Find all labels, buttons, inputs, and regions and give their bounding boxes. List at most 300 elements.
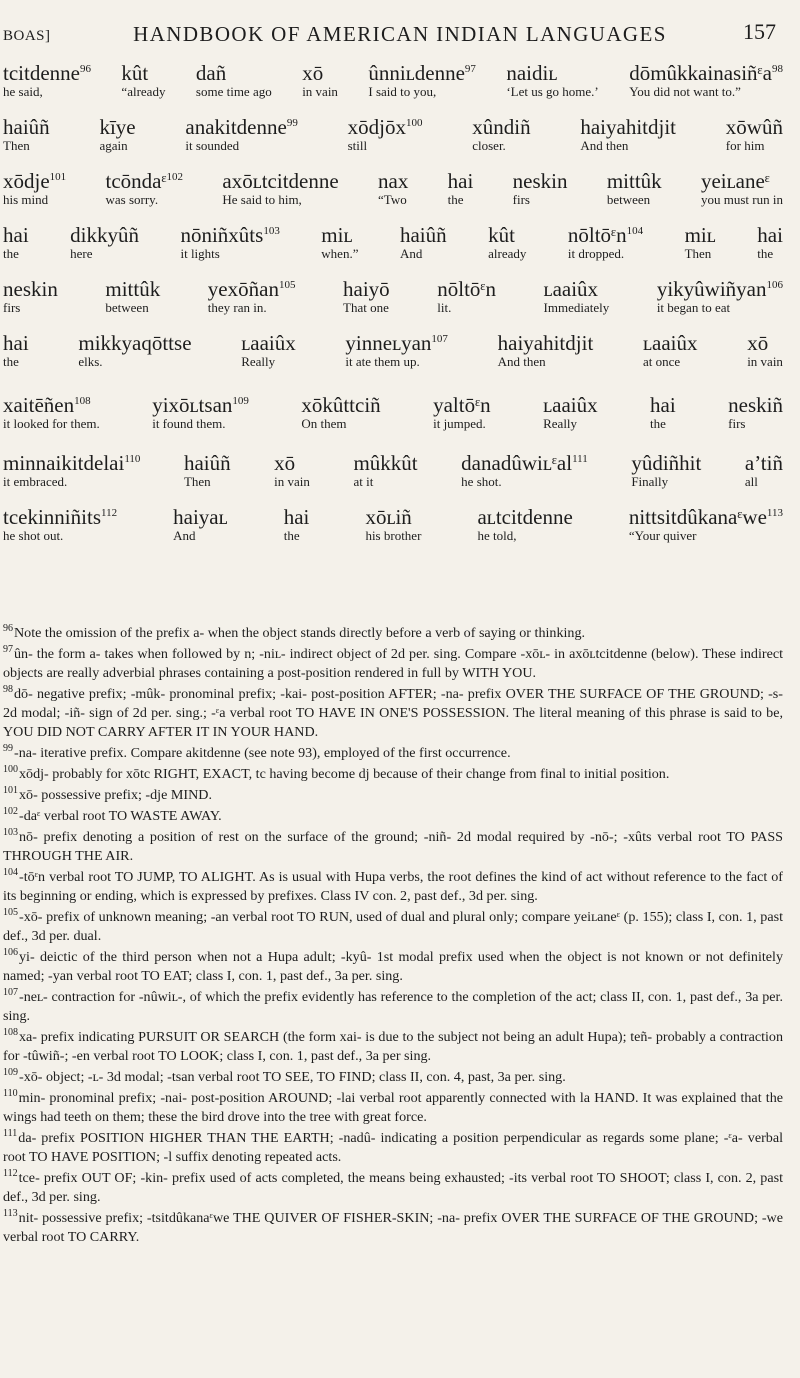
gloss-word: [433, 394, 491, 431]
footnote: [3, 645, 783, 683]
note-ref: 113: [766, 507, 783, 519]
native-form: [345, 332, 448, 354]
running-head: [0, 14, 800, 54]
native-form: [222, 170, 338, 192]
native-word: xōʟiñ: [365, 505, 412, 529]
footnote-text: nit- possessive prefix; -tsitdûkanaᵋwe THE QUIVER OF FISHER-SKIN; -na- prefix OVER THE SURFACE OF THE GROUND; -we verbal root TO CARRY.: [3, 1210, 783, 1245]
native-form: [348, 116, 423, 138]
footnote-text: Note the omission of the prefix a- when the object stands directly before a verb of saying or thinking.: [14, 625, 586, 641]
english-gloss: On them: [301, 416, 347, 431]
footnote-text: yi- deictic of the third person when not a Hupa adult; -kyû- 1st modal prefix used when the object is not known or not definitely named; -yan verbal root TO EAT; class I, con. 1, past def., 3a per. sing.: [3, 949, 783, 984]
native-word: yaltōᵋn: [433, 393, 491, 417]
english-gloss: He said to him,: [222, 192, 302, 207]
native-word: dōmûkkainasiñᵋa: [629, 61, 772, 85]
footnote: [3, 1089, 783, 1127]
native-form: [105, 170, 183, 192]
gloss-word: [685, 224, 716, 261]
footnote-number: 106: [3, 947, 18, 959]
gloss-word: [3, 506, 117, 543]
gloss-word: [105, 278, 160, 315]
footnote-text: da- prefix POSITION HIGHER THAN THE EARTH; -nadû- indicating a position perpendicular as regards some plane; -ᵋa- verbal root TO HAVE POSITION; -l suffix denoting repeated acts.: [3, 1130, 783, 1165]
gloss-word: [726, 116, 783, 153]
footnote-number: 109: [3, 1067, 18, 1079]
english-gloss: “already: [121, 84, 166, 99]
native-word: yûdiñhit: [631, 451, 702, 475]
english-gloss: Then: [684, 246, 712, 261]
footnote: [3, 1209, 783, 1247]
native-form: [747, 332, 768, 354]
gloss-word: [302, 62, 338, 99]
english-gloss: closer.: [472, 138, 506, 153]
footnote: [3, 624, 783, 643]
english-gloss: for him: [725, 138, 765, 153]
english-gloss: at once: [642, 354, 681, 369]
footnote-number: 103: [3, 827, 18, 839]
native-word: yexōñan: [207, 277, 279, 301]
native-word: dikkyûñ: [70, 223, 139, 247]
native-word: ʟaaiûx: [543, 393, 598, 417]
footnote: [3, 868, 783, 906]
gloss-line: [3, 506, 783, 560]
gloss-word: [184, 452, 231, 489]
english-gloss: That one: [343, 300, 389, 315]
english-gloss: between: [606, 192, 651, 207]
footnote-number: 110: [3, 1088, 18, 1100]
native-word: nōltōᵋn: [437, 277, 496, 301]
footnote: [3, 908, 783, 946]
native-word: kīye: [99, 115, 136, 139]
english-gloss: And: [173, 528, 196, 543]
note-ref: 107: [431, 333, 448, 345]
footnote-text: xōdj- probably for xōtc RIGHT, EXACT, tc having become dj because of their change from final to initial position.: [19, 766, 670, 782]
native-form: [568, 224, 643, 246]
native-word: mûkkût: [353, 451, 418, 475]
footnote-text: ûn- the form a- takes when followed by n; -niʟ- indirect object of 2d per. sing. Compare -xōʟ- in axōʟtcitdenne (below). These indirect objects are really adverbial phrases containing a post-position rendered in full by WITH YOU.: [3, 646, 783, 681]
native-word: haiûñ: [183, 451, 231, 475]
native-form: [3, 506, 117, 528]
english-gloss: it dropped.: [567, 246, 625, 261]
footnote-number: 101: [3, 785, 18, 797]
native-form: [3, 224, 29, 246]
native-form: [321, 224, 352, 246]
footnote-number: 104: [3, 867, 18, 879]
native-word: neskiñ: [728, 393, 783, 417]
native-word: miʟ: [321, 223, 353, 247]
page-number: 157: [743, 19, 776, 44]
native-word: yinneʟyan: [345, 331, 432, 355]
gloss-word: [544, 278, 610, 315]
native-form: [301, 394, 380, 416]
gloss-word: [629, 62, 783, 99]
native-form: [3, 62, 91, 84]
gloss-line: [3, 116, 783, 170]
english-gloss: it jumped.: [433, 416, 486, 431]
note-ref: 105: [278, 279, 296, 291]
native-form: [498, 332, 594, 354]
english-gloss: the: [283, 528, 300, 543]
note-ref: 101: [49, 171, 67, 183]
english-gloss: it embraced.: [3, 474, 68, 489]
gloss-word: [657, 278, 783, 315]
gloss-word: [353, 452, 417, 489]
english-gloss: it looked for them.: [3, 416, 100, 431]
native-word: miʟ: [684, 223, 716, 247]
native-form: [506, 62, 557, 84]
english-gloss: it found them.: [152, 416, 226, 431]
native-word: nittsitdûkanaᵋwe: [628, 505, 767, 529]
gloss-word: [321, 224, 358, 261]
footnote-number: 97: [3, 644, 13, 656]
native-form: [437, 278, 496, 300]
native-form: [274, 452, 295, 474]
english-gloss: Then: [3, 138, 30, 153]
gloss-line: [3, 452, 783, 506]
native-word: yixōʟtsan: [152, 393, 233, 417]
native-word: mittûk: [606, 169, 662, 193]
gloss-word: [3, 224, 29, 261]
native-form: [3, 332, 29, 354]
native-form: [284, 506, 310, 528]
english-gloss: Finally: [631, 474, 669, 489]
footnote-number: 105: [3, 907, 18, 919]
footnote-text: -daᵋ verbal root TO WASTE AWAY.: [19, 808, 222, 824]
footnote: [3, 1068, 783, 1087]
native-word: mittûk: [105, 277, 161, 301]
english-gloss: he told,: [477, 528, 517, 543]
english-gloss: You did not want to.”: [629, 84, 741, 99]
gloss-word: [222, 170, 338, 207]
gloss-line: [3, 332, 783, 394]
native-word: minnaikitdelai: [3, 451, 125, 475]
gloss-word: [650, 394, 676, 431]
footnote: [3, 1169, 783, 1207]
gloss-word: [728, 394, 783, 431]
english-gloss: “Two: [378, 192, 407, 207]
native-word: neskin: [3, 277, 58, 301]
gloss-word: [643, 332, 698, 369]
native-form: [173, 506, 228, 528]
gloss-word: [3, 62, 91, 99]
footnote-number: 100: [3, 764, 18, 776]
native-form: [185, 116, 297, 138]
native-word: yikyûwiñyan: [656, 277, 767, 301]
native-word: nax: [378, 169, 409, 193]
native-form: [78, 332, 191, 354]
native-word: ûnniʟdenne: [368, 61, 465, 85]
note-ref: 96: [79, 63, 91, 75]
native-word: yeiʟaneᵋ: [700, 169, 770, 193]
native-word: xōdjōx: [347, 115, 406, 139]
english-gloss: “Your quiver: [628, 528, 697, 543]
footnotes: [3, 624, 783, 1249]
gloss-word: [152, 394, 249, 431]
footnote-text: xa- prefix indicating PURSUIT OR SEARCH (the form xai- is due to the subject not being an adult Hupa); teñ- probably a contraction for -tûwiñ-; -en verbal root TO LOOK; class I, con. 1, past def., 3a per sing.: [3, 1029, 783, 1064]
native-word: xō: [274, 451, 296, 475]
native-word: aʟtcitdenne: [477, 505, 573, 529]
native-word: xō: [747, 331, 769, 355]
native-form: [757, 224, 783, 246]
gloss-word: [365, 506, 421, 543]
footnote: [3, 744, 783, 763]
gloss-word: [3, 394, 100, 431]
gloss-word: [543, 394, 598, 431]
gloss-word: [208, 278, 296, 315]
footnote-text: -neʟ- contraction for -nûwiʟ-, of which the prefix evidently has reference to the completion of the act; class II, con. 1, past def., 3a per. sing.: [3, 989, 783, 1024]
footnote: [3, 828, 783, 866]
english-gloss: And then: [497, 354, 546, 369]
native-word: xō: [302, 61, 324, 85]
native-form: [99, 116, 135, 138]
english-gloss: I said to you,: [368, 84, 437, 99]
native-word: hai: [3, 223, 29, 247]
native-word: haiyaʟ: [173, 505, 228, 529]
footnote: [3, 1028, 783, 1066]
gloss-word: [568, 224, 643, 261]
native-word: haiyahitdjit: [580, 115, 677, 139]
footnote-number: 99: [3, 743, 13, 755]
gloss-word: [284, 506, 310, 543]
english-gloss: it lights: [180, 246, 220, 261]
native-word: haiyahitdjit: [497, 331, 594, 355]
native-form: [184, 452, 231, 474]
note-ref: 103: [263, 225, 280, 237]
native-word: hai: [447, 169, 474, 193]
english-gloss: And: [399, 246, 423, 261]
english-gloss: when.”: [321, 246, 359, 261]
english-gloss: in vain: [302, 84, 338, 99]
english-gloss: his brother: [365, 528, 422, 543]
gloss-word: [274, 452, 310, 489]
footnote: [3, 685, 783, 742]
native-word: haiyō: [343, 277, 390, 301]
note-ref: 104: [626, 225, 644, 237]
gloss-word: [3, 332, 29, 369]
native-word: tcitdenne: [3, 61, 80, 85]
native-form: [3, 452, 140, 474]
native-form: [241, 332, 296, 354]
native-form: [3, 116, 50, 138]
english-gloss: he said,: [3, 84, 43, 99]
gloss-line: [3, 278, 783, 332]
native-word: naidiʟ: [506, 61, 558, 85]
english-gloss: in vain: [274, 474, 310, 489]
native-word: xōkûttciñ: [301, 393, 381, 417]
english-gloss: at it: [353, 474, 374, 489]
footnote-number: 98: [3, 684, 13, 696]
native-form: [629, 62, 783, 84]
native-form: [472, 116, 530, 138]
english-gloss: lit.: [437, 300, 452, 315]
gloss-word: [513, 170, 568, 207]
gloss-word: [196, 62, 272, 99]
gloss-word: [3, 170, 66, 207]
gloss-word: [580, 116, 676, 153]
english-gloss: it began to eat: [656, 300, 731, 315]
native-form: [513, 170, 568, 192]
gloss-word: [345, 332, 448, 369]
note-ref: 108: [74, 395, 91, 407]
english-gloss: Really: [543, 416, 578, 431]
english-gloss: they ran in.: [207, 300, 267, 315]
native-form: [629, 506, 783, 528]
note-ref: 97: [464, 63, 476, 75]
native-form: [302, 62, 323, 84]
native-form: [353, 452, 417, 474]
native-word: kût: [488, 223, 515, 247]
footnote-number: 113: [3, 1208, 18, 1220]
interlinear-text: [3, 62, 783, 560]
english-gloss: in vain: [747, 354, 783, 369]
english-gloss: already: [488, 246, 527, 261]
gloss-word: [498, 332, 594, 369]
gloss-word: [99, 116, 135, 153]
native-form: [461, 452, 588, 474]
native-word: ʟaaiûx: [543, 277, 599, 301]
gloss-line: [3, 224, 783, 278]
native-form: [643, 332, 698, 354]
footnote-text: min- pronominal prefix; -nai- post-position AROUND; -lai verbal root apparently connected with la HAND. It was explained that the wings had teeth on them; these the bird drove into the tree with great force.: [3, 1090, 783, 1125]
english-gloss: And then: [580, 138, 629, 153]
native-form: [343, 278, 390, 300]
gloss-word: [301, 394, 380, 431]
gloss-word: [343, 278, 390, 315]
gloss-word: [745, 452, 783, 489]
footnote-number: 112: [3, 1168, 18, 1180]
native-word: xaitēñen: [3, 393, 75, 417]
gloss-word: [241, 332, 296, 369]
footnote: [3, 1129, 783, 1167]
english-gloss: still: [347, 138, 368, 153]
native-form: [543, 394, 598, 416]
native-form: [180, 224, 279, 246]
gloss-word: [437, 278, 496, 315]
native-form: [631, 452, 701, 474]
footnote: [3, 948, 783, 986]
gloss-word: [400, 224, 447, 261]
english-gloss: between: [105, 300, 149, 315]
native-form: [196, 62, 226, 84]
english-gloss: it sounded: [185, 138, 240, 153]
footnote-text: -xō- object; -ʟ- 3d modal; -tsan verbal root TO SEE, TO FIND; class II, con. 4, past, 3a per. sing.: [19, 1069, 566, 1085]
gloss-word: [121, 62, 165, 99]
gloss-word: [3, 278, 58, 315]
native-word: tcōndaᵋ: [105, 169, 167, 193]
english-gloss: you must run in: [700, 192, 783, 207]
english-gloss: the: [447, 192, 464, 207]
native-form: [726, 116, 783, 138]
native-word: dañ: [195, 61, 227, 85]
native-form: [105, 278, 160, 300]
native-word: hai: [3, 331, 29, 355]
native-word: ʟaaiûx: [642, 331, 698, 355]
gloss-word: [180, 224, 279, 261]
gloss-word: [629, 506, 783, 543]
note-ref: 111: [572, 453, 588, 465]
native-form: [544, 278, 599, 300]
gloss-line: [3, 394, 783, 452]
gloss-word: [105, 170, 183, 207]
gloss-word: [607, 170, 662, 207]
footnote-text: -xō- prefix of unknown meaning; -an verbal root TO RUN, used of dual and plural only; compare yeiʟaneᵋ (p. 155); class I, con. 1, past def., 3d per. dual.: [3, 909, 783, 944]
native-word: mikkyaqōttse: [78, 331, 192, 355]
note-ref: 110: [124, 453, 141, 465]
native-form: [657, 278, 783, 300]
footnote-number: 96: [3, 623, 13, 635]
gloss-word: [185, 116, 297, 153]
english-gloss: all: [744, 474, 758, 489]
note-ref: 106: [766, 279, 783, 291]
gloss-word: [701, 170, 783, 207]
footnote: [3, 786, 783, 805]
gloss-word: [378, 170, 408, 207]
native-form: [368, 62, 476, 84]
native-word: ʟaaiûx: [241, 331, 296, 355]
native-word: xōwûñ: [725, 115, 783, 139]
english-gloss: was sorry.: [105, 192, 159, 207]
english-gloss: Then: [183, 474, 211, 489]
native-form: [400, 224, 447, 246]
gloss-word: [477, 506, 572, 543]
native-form: [3, 170, 66, 192]
gloss-word: [173, 506, 228, 543]
book-title: HANDBOOK OF AMERICAN INDIAN LANGUAGES: [133, 22, 667, 46]
english-gloss: ‘Let us go home.’: [506, 84, 599, 99]
footnote-number: 108: [3, 1027, 18, 1039]
english-gloss: again: [99, 138, 128, 153]
english-gloss: the: [650, 416, 666, 431]
native-word: haiûñ: [399, 223, 447, 247]
native-form: [701, 170, 770, 192]
native-form: [378, 170, 408, 192]
native-form: [580, 116, 676, 138]
english-gloss: it ate them up.: [345, 354, 420, 369]
native-word: axōʟtcitdenne: [222, 169, 339, 193]
note-ref: 112: [101, 507, 118, 519]
footnote-text: -tōᵋn verbal root TO JUMP, TO ALIGHT. As is usual with Hupa verbs, the root defines the kind of act without reference to the fact of its beginning or ending, which is expressed by prefixes. Class IV con. 2, past def., 3d per. sing.: [3, 869, 783, 904]
gloss-word: [747, 332, 783, 369]
english-gloss: Immediately: [543, 300, 610, 315]
native-word: neskin: [512, 169, 568, 193]
native-form: [477, 506, 572, 528]
note-ref: 102: [166, 171, 184, 183]
native-word: tcekinniñits: [3, 505, 101, 529]
gloss-word: [368, 62, 476, 99]
native-word: nōniñxûts: [180, 223, 264, 247]
gloss-line: [3, 62, 783, 116]
english-gloss: Really: [241, 354, 276, 369]
gloss-line: [3, 170, 783, 224]
note-ref: 100: [405, 117, 423, 129]
english-gloss: firs: [3, 300, 21, 315]
native-form: [650, 394, 676, 416]
gloss-word: [78, 332, 191, 369]
native-form: [745, 452, 783, 474]
gloss-word: [631, 452, 701, 489]
native-form: [488, 224, 515, 246]
native-form: [208, 278, 296, 300]
native-form: [685, 224, 716, 246]
footnote-number: 111: [3, 1128, 18, 1140]
english-gloss: some time ago: [195, 84, 272, 99]
english-gloss: the: [3, 354, 19, 369]
native-form: [448, 170, 474, 192]
english-gloss: his mind: [3, 192, 49, 207]
native-form: [152, 394, 249, 416]
native-word: nōltōᵋn: [567, 223, 627, 247]
footnote-number: 102: [3, 806, 18, 818]
note-ref: 109: [232, 395, 249, 407]
footnote: [3, 988, 783, 1026]
